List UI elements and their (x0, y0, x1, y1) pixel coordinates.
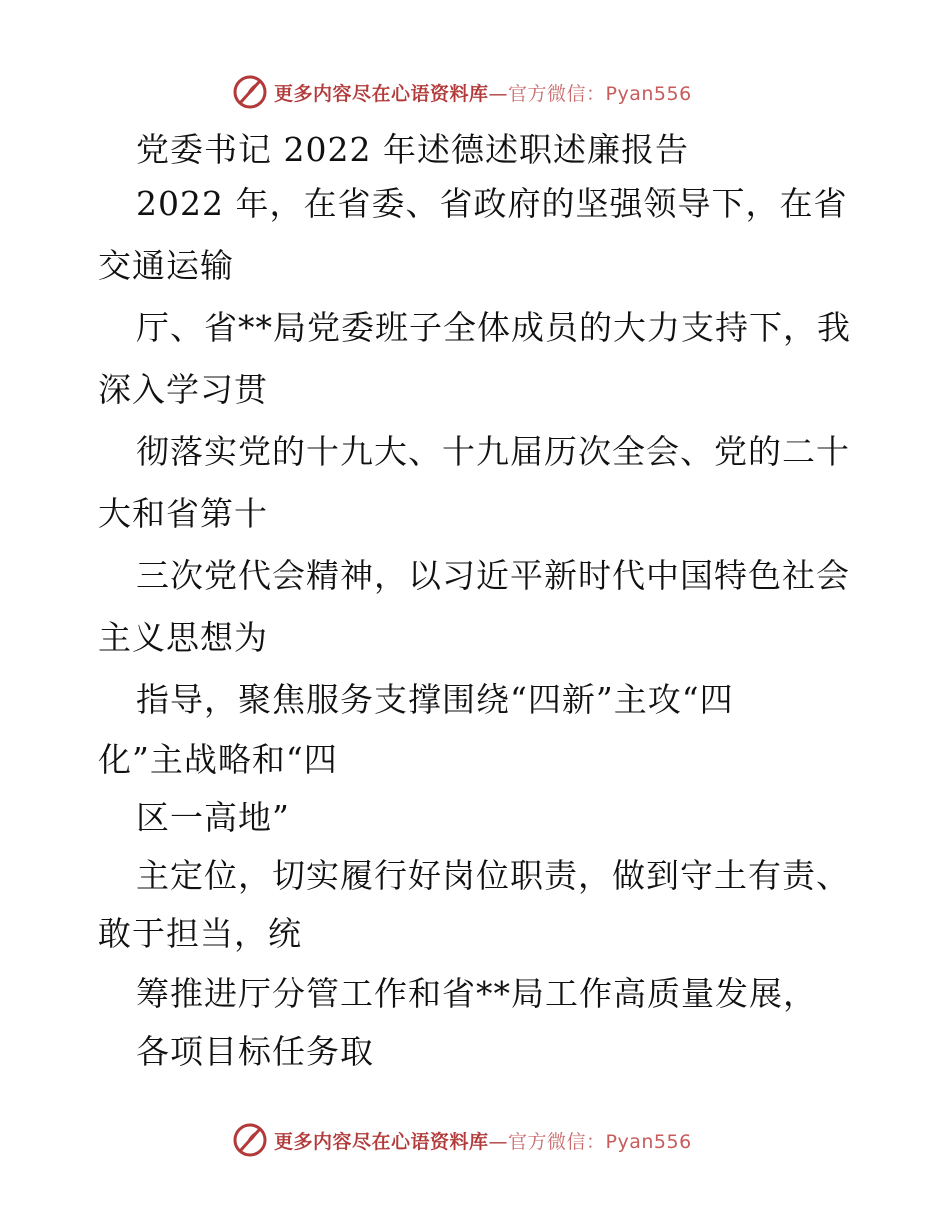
watermark-text (274, 1127, 692, 1154)
paragraph-line: 主定位，切实履行好岗位职责，做到守土有责、 (136, 856, 850, 895)
paragraph-line: 深入学习贯 (98, 370, 268, 409)
paragraph-line: 厅、省**局党委班子全体成员的大力支持下，我 (136, 308, 851, 347)
paragraph-line: 化”主战略和“四 (98, 740, 338, 779)
quill-logo-icon (232, 1122, 268, 1158)
watermark-text (274, 79, 692, 106)
watermark-banner-bottom (232, 1120, 752, 1160)
paragraph-line: 三次党代会精神，以习近平新时代中国特色社会 (136, 556, 850, 595)
watermark-dash: — (488, 82, 509, 105)
watermark-wechat-label: 官方微信： (508, 82, 606, 105)
watermark-wechat-id: Pyan556 (605, 82, 692, 105)
quill-logo-icon (232, 74, 268, 110)
paragraph-line: 主义思想为 (98, 618, 268, 657)
watermark-main: 更多内容尽在心语资料库 (274, 82, 489, 105)
paragraph-line: 敢于担当，统 (98, 914, 302, 953)
paragraph-line: 2022 年，在省委、省政府的坚强领导下，在省 (136, 184, 848, 223)
paragraph-line: 大和省第十 (98, 494, 268, 533)
paragraph-line: 彻落实党的十九大、十九届历次全会、党的二十 (136, 432, 850, 471)
paragraph-line: 指导，聚焦服务支撑围绕“四新”主攻“四 (136, 680, 734, 719)
document-body (98, 122, 898, 1072)
watermark-wechat-id: Pyan556 (605, 1130, 692, 1153)
watermark-wechat-label: 官方微信： (508, 1130, 606, 1153)
paragraph-line: 交通运输 (98, 246, 234, 285)
watermark-dash: — (488, 1130, 509, 1153)
watermark-banner-top (232, 72, 752, 112)
paragraph-line: 各项目标任务取 (136, 1032, 374, 1071)
watermark-main: 更多内容尽在心语资料库 (274, 1130, 489, 1153)
document-title: 党委书记 2022 年述德述职述廉报告 (136, 130, 689, 169)
paragraph-line: 区一高地” (136, 798, 290, 837)
paragraph-line: 筹推进厅分管工作和省**局工作高质量发展， (136, 974, 817, 1013)
